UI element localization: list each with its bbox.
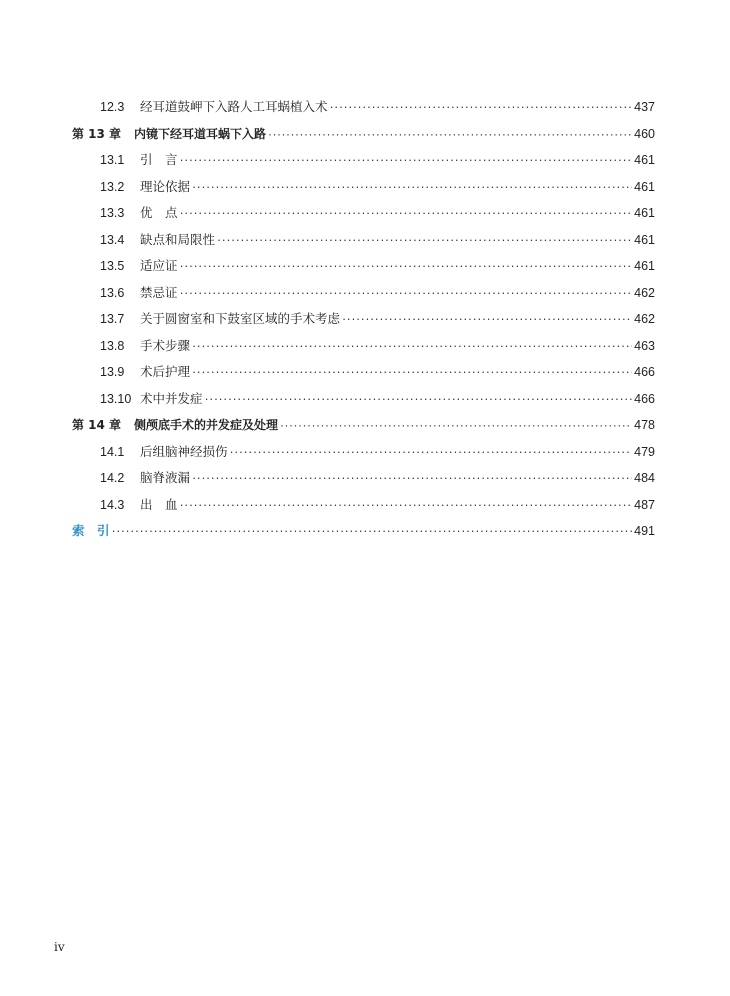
toc-index[interactable] [72,518,655,545]
entry-number: 13.10 [100,391,132,406]
page-folio: iv [54,940,65,954]
entry-number: 13.9 [100,365,125,379]
toc-entry-12-3[interactable] [72,94,655,121]
toc-entry-13-8[interactable] [72,333,655,360]
entry-number: 13.6 [100,285,125,300]
dot-leader [342,306,632,333]
dot-leader [330,94,633,121]
entry-title: 出 血 [140,496,178,512]
toc-entry-13-7[interactable] [72,306,655,333]
entry-page-number: 437 [634,100,655,114]
dot-leader [268,121,632,148]
entry-number: 12.3 [100,100,125,114]
dot-leader [180,147,633,174]
entry-title: 脑脊液漏 [140,470,191,485]
entry-title: 禁忌证 [140,284,178,300]
chapter-number: 第 13 章 [72,126,122,141]
dot-leader [180,280,633,307]
toc-entry-13-9[interactable] [72,359,655,386]
entry-page-number: 461 [634,153,655,167]
entry-title: 适应证 [140,258,178,273]
chapter-number: 第 14 章 [72,418,122,432]
dot-leader [217,227,632,254]
entry-number: 14.3 [100,497,125,512]
dot-leader [180,492,633,519]
entry-title: 术中并发症 [140,390,203,406]
chapter-title: 内镜下经耳道耳蜗下入路 [134,126,267,141]
chapter-page-number: 478 [634,418,655,432]
entry-number: 13.1 [100,153,125,167]
entry-title: 优 点 [140,205,178,220]
toc-entry-13-3[interactable] [72,200,655,227]
dot-leader [205,386,633,413]
dot-leader [180,200,633,227]
index-title: 索 引 [72,523,110,538]
entry-page-number: 462 [634,312,655,326]
entry-page-number: 462 [634,285,655,300]
entry-page-number: 461 [634,179,655,194]
entry-title: 理论依据 [140,178,191,194]
toc-entry-13-5[interactable] [72,253,655,280]
dot-leader [230,439,633,466]
entry-page-number: 463 [634,338,655,353]
entry-title: 关于圆窗室和下鼓室区域的手术考虑 [140,311,341,326]
entry-title: 术后护理 [140,364,191,379]
entry-page-number: 461 [634,259,655,273]
toc-chapter-14[interactable] [72,412,655,439]
entry-number: 13.4 [100,232,125,247]
chapter-title: 侧颅底手术的并发症及处理 [134,418,279,432]
toc-entry-14-3[interactable] [72,492,655,519]
toc-entry-13-1[interactable] [72,147,655,174]
entry-number: 13.7 [100,312,125,326]
dot-leader [112,518,633,545]
dot-leader [192,465,632,492]
chapter-page-number: 460 [634,126,655,141]
entry-title: 手术步骤 [140,337,191,353]
entry-title: 缺点和局限性 [140,231,216,247]
entry-title: 后组脑神经损伤 [140,443,228,459]
entry-number: 13.3 [100,206,125,220]
dot-leader [280,412,632,439]
entry-page-number: 484 [634,471,655,485]
entry-page-number: 466 [634,391,655,406]
entry-number: 13.8 [100,338,125,353]
entry-page-number: 466 [634,365,655,379]
dot-leader [192,333,632,360]
entry-number: 14.2 [100,471,125,485]
entry-page-number: 461 [634,232,655,247]
toc-chapter-13[interactable] [72,121,655,148]
entry-page-number: 461 [634,206,655,220]
entry-page-number: 487 [634,497,655,512]
toc-entry-13-4[interactable] [72,227,655,254]
entry-title: 经耳道鼓岬下入路人工耳蜗植入术 [140,99,328,114]
dot-leader [192,359,632,386]
dot-leader [180,253,633,280]
entry-title: 引 言 [140,152,178,167]
toc-entry-13-10[interactable] [72,386,655,413]
toc-entry-14-1[interactable] [72,439,655,466]
entry-number: 13.2 [100,179,125,194]
table-of-contents [72,94,655,545]
toc-entry-14-2[interactable] [72,465,655,492]
toc-entry-13-6[interactable] [72,280,655,307]
toc-entry-13-2[interactable] [72,174,655,201]
dot-leader [192,174,632,201]
entry-number: 13.5 [100,259,125,273]
entry-page-number: 479 [634,444,655,459]
entry-number: 14.1 [100,444,125,459]
index-page-number: 491 [634,524,655,538]
